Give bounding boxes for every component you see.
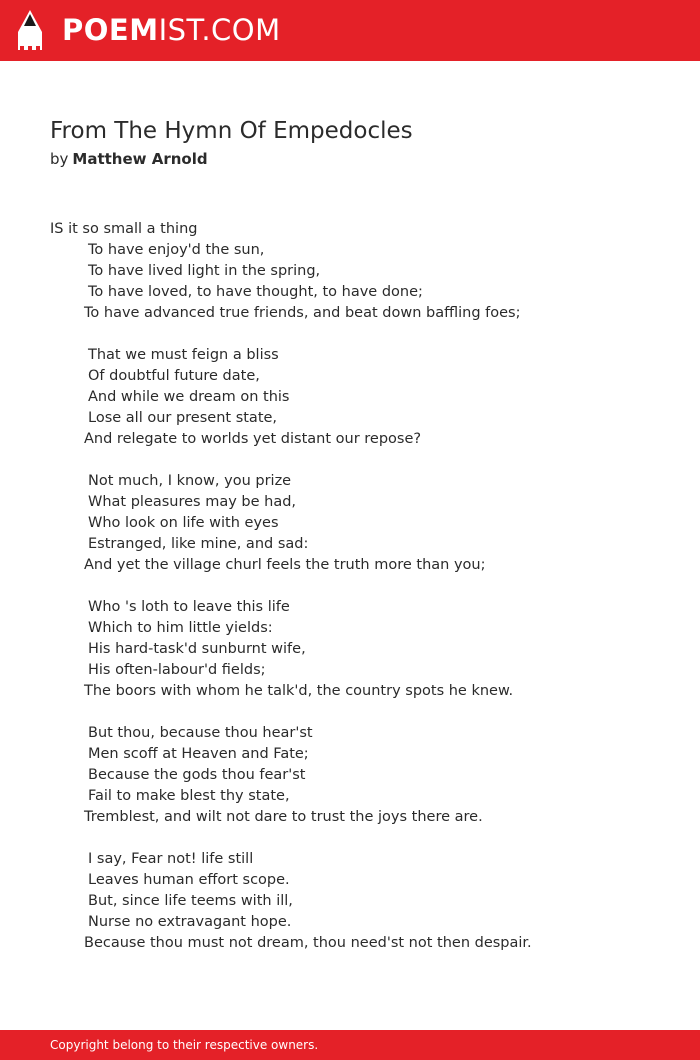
poem-line: That we must feign a bliss [88, 347, 279, 363]
by-label: by [50, 150, 69, 168]
poem-line: Not much, I know, you prize [88, 473, 292, 489]
stanza-break [50, 702, 670, 723]
brand-bold: POEM [62, 13, 159, 47]
stanza-break [50, 450, 670, 471]
pencil-tip-icon[interactable] [16, 10, 44, 52]
poem-title: From The Hymn Of Empedocles [50, 118, 413, 144]
poem-line: But, since life teems with ill, [88, 893, 293, 909]
stanza-break [50, 576, 670, 597]
poem-line: Lose all our present state, [88, 410, 278, 426]
poem-line: Estranged, like mine, and sad: [88, 536, 309, 552]
poem-line: Who 's loth to leave this life [88, 599, 290, 615]
author-name: Matthew Arnold [72, 150, 208, 168]
poem-line: Tremblest, and wilt not dare to trust the joys there are. [84, 809, 483, 825]
site-logo[interactable] [62, 12, 281, 48]
poem-line: Fail to make blest thy state, [88, 788, 290, 804]
poem-line: Because thou must not dream, thou need'st not then despair. [84, 935, 532, 951]
poem-line: I say, Fear not! life still [88, 851, 254, 867]
poem-line: Which to him little yields: [88, 620, 273, 636]
poem-body [50, 219, 670, 954]
stanza-break [50, 828, 670, 849]
poem-line: IS it so small a thing [50, 221, 198, 237]
brand-rest: IST.COM [158, 13, 281, 47]
poem-line: Because the gods thou fear'st [88, 767, 306, 783]
poem-line: His often-labour'd fields; [88, 662, 266, 678]
poem-line: But thou, because thou hear'st [88, 725, 313, 741]
poem-line: Leaves human effort scope. [88, 872, 290, 888]
poem-line: Of doubtful future date, [88, 368, 260, 384]
poem-line: And yet the village churl feels the truth more than you; [84, 557, 486, 573]
poem-line: Men scoff at Heaven and Fate; [88, 746, 309, 762]
poem-line: Who look on life with eyes [88, 515, 279, 531]
poem-line: What pleasures may be had, [88, 494, 297, 510]
site-header [0, 0, 700, 61]
byline [50, 149, 208, 169]
poem-line: The boors with whom he talk'd, the country spots he knew. [84, 683, 514, 699]
copyright-text: Copyright belong to their respective owners. [50, 1038, 319, 1052]
poem-line: To have loved, to have thought, to have done; [88, 284, 423, 300]
poem-line: To have advanced true friends, and beat down baffling foes; [84, 305, 521, 321]
poem-line: And while we dream on this [88, 389, 290, 405]
poem-line: His hard-task'd sunburnt wife, [88, 641, 306, 657]
poem-line: And relegate to worlds yet distant our repose? [84, 431, 422, 447]
poem-line: To have enjoy'd the sun, [88, 242, 265, 258]
poem-line: Nurse no extravagant hope. [88, 914, 292, 930]
poem-line: To have lived light in the spring, [88, 263, 321, 279]
stanza-break [50, 324, 670, 345]
site-footer [0, 1030, 700, 1060]
